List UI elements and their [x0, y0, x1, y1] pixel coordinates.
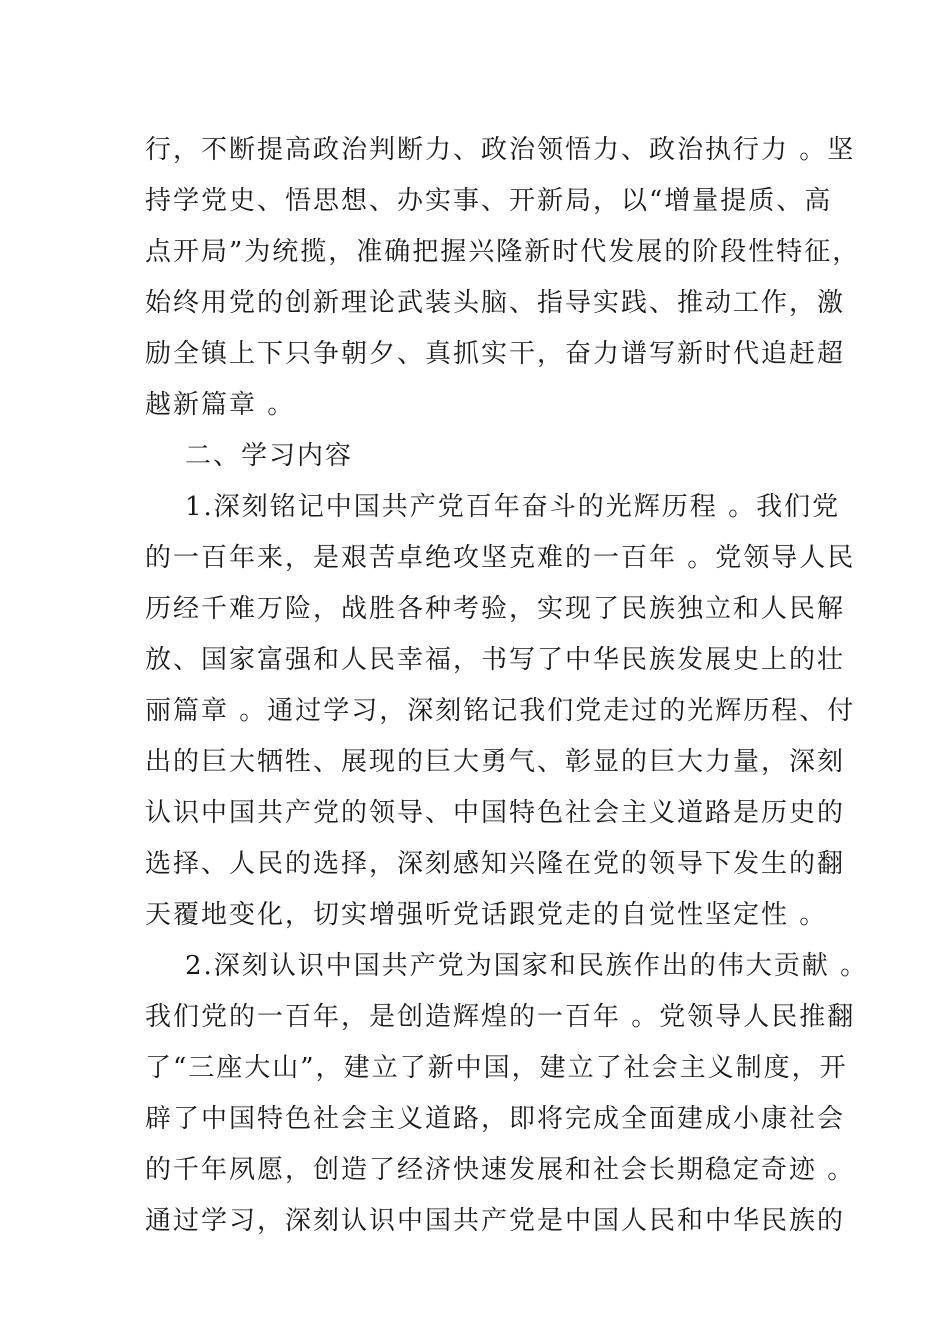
text-line-5: 励全镇上下只争朝夕、真抓实干，奋力谱写新时代追赶超 — [145, 339, 846, 369]
text-line-16: 天覆地变化，切实增强听党话跟党走的自觉性坚定性 。 — [145, 900, 828, 930]
text-line-15: 选择、人民的选择，深刻感知兴隆在党的领导下发生的翻 — [145, 849, 846, 879]
text-line-21: 的千年夙愿，创造了经济快速发展和社会长期稳定奇迹 。 — [145, 1155, 856, 1185]
text-line-11: 放、国家富强和人民幸福，书写了中华民族发展史上的壮 — [145, 645, 846, 675]
text-line-6: 越新篇章 。 — [145, 390, 296, 420]
text-line-22: 通过学习，深刻认识中国共产党是中国人民和中华民族的 — [145, 1206, 846, 1236]
text-line-2: 持学党史、悟思想、办实事、开新局，以“增量提质、高 — [145, 186, 833, 216]
item-1-heading-line: 1.深刻铭记中国共产党百年奋斗的光辉历程 。我们党 — [185, 492, 841, 522]
text-line-3: 点开局”为统揽，准确把握兴隆新时代发展的阶段性特征， — [145, 237, 861, 267]
text-line-14: 认识中国共产党的领导、中国特色社会主义道路是历史的 — [145, 798, 846, 828]
text-line-4: 始终用党的创新理论武装头脑、指导实践、推动工作，激 — [145, 288, 846, 318]
section-heading: 二、学习内容 — [185, 441, 354, 471]
text-line-12: 丽篇章 。通过学习，深刻铭记我们党走过的光辉历程、付 — [145, 696, 856, 726]
text-line-10: 历经千难万险，战胜各种考验，实现了民族独立和人民解 — [145, 594, 846, 624]
text-line-19: 了“三座大山”，建立了新中国，建立了社会主义制度，开 — [145, 1053, 848, 1083]
item-2-heading-line: 2.深刻认识中国共产党为国家和民族作出的伟大贡献 。 — [185, 951, 869, 981]
text-line-20: 辟了中国特色社会主义道路，即将完成全面建成小康社会 — [145, 1104, 846, 1134]
text-line-13: 出的巨大牺牲、展现的巨大勇气、彰显的巨大力量，深刻 — [145, 747, 846, 777]
text-line-18: 我们党的一百年，是创造辉煌的一百年 。党领导人民推翻 — [145, 1002, 856, 1032]
text-line-1: 行，不断提高政治判断力、政治领悟力、政治执行力 。坚 — [145, 135, 856, 165]
text-line-9: 的一百年来，是艰苦卓绝攻坚克难的一百年 。党领导人民 — [145, 543, 856, 573]
